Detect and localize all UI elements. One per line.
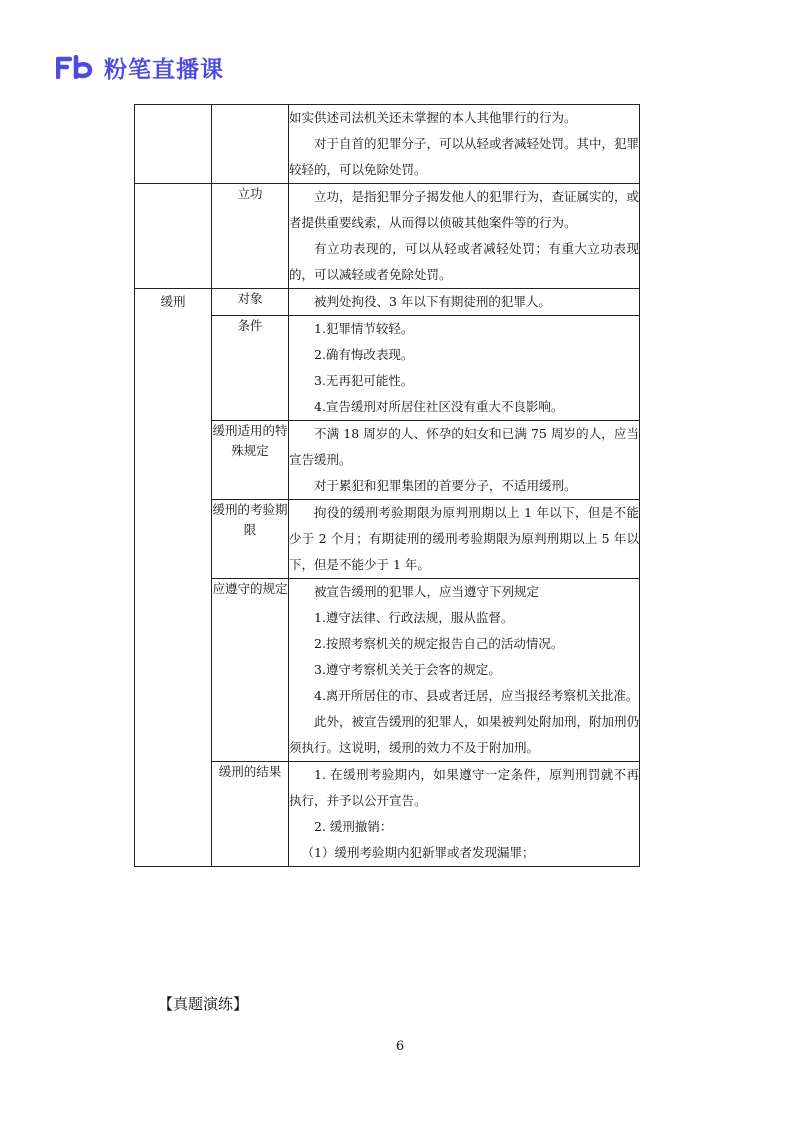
category-label: 缓刑 <box>135 289 212 867</box>
content-cell <box>289 316 640 421</box>
section-heading: 【真题演练】 <box>158 995 249 1013</box>
paragraph: 4.离开所居住的市、县或者迁居，应当报经考察机关批准。 <box>314 688 639 703</box>
fb-logo-icon <box>56 55 94 79</box>
paragraph: 如实供述司法机关还未掌握的本人其他罪行的行为。 <box>289 110 577 125</box>
content-cell <box>289 105 640 184</box>
paragraph: 被判处拘役、3 年以下有期徒刑的犯罪人。 <box>314 294 551 309</box>
table-row <box>135 289 640 316</box>
table-row <box>135 184 640 289</box>
paragraph: 不满 18 周岁的人、怀孕的妇女和已满 75 周岁的人，应当宣告缓刑。 <box>289 426 639 467</box>
paragraph: 4.宣告缓刑对所居住社区没有重大不良影响。 <box>314 399 564 414</box>
paragraph: 1.遵守法律、行政法规，服从监督。 <box>314 610 514 625</box>
paragraph: 有立功表现的，可以从轻或者减轻处罚；有重大立功表现的，可以减轻或者免除处罚。 <box>289 241 639 282</box>
paragraph: 此外，被宣告缓刑的犯罪人，如果被判处附加刑，附加刑仍须执行。这说明，缓刑的效力不及于附加刑。 <box>289 714 640 755</box>
content-cell <box>289 500 640 579</box>
paragraph: 对于累犯和犯罪集团的首要分子，不适用缓刑。 <box>314 478 577 493</box>
subcategory-label: 条件 <box>212 316 289 421</box>
paragraph: 立功，是指犯罪分子揭发他人的犯罪行为，查证属实的，或者提供重要线索，从而得以侦破其他案件等的行为。 <box>289 189 640 230</box>
subcategory-label: 缓刑的结果 <box>212 762 289 867</box>
table-row <box>135 105 640 184</box>
paragraph: 1.犯罪情节较轻。 <box>314 321 414 336</box>
content-cell <box>289 421 640 500</box>
paragraph: 2.确有悔改表现。 <box>314 347 414 362</box>
paragraph: 对于自首的犯罪分子，可以从轻或者减轻处罚。其中，犯罪较轻的，可以免除处罚。 <box>289 136 640 177</box>
content-cell <box>289 762 640 867</box>
page-number: 6 <box>395 1039 405 1054</box>
paragraph: 3.无再犯可能性。 <box>314 373 414 388</box>
category-cell <box>135 184 212 289</box>
brand-name: 粉笔直播课 <box>104 56 224 83</box>
paragraph: 被宣告缓刑的犯罪人，应当遵守下列规定 <box>314 584 540 599</box>
subcategory-label: 应遵守的规定 <box>212 579 289 762</box>
paragraph: 拘役的缓刑考验期限为原判刑期以上 1 年以下，但是不能少于 2 个月；有期徒刑的缓刑考验期限为原判刑期以上 5 年以下，但是不能少于 1 年。 <box>289 505 639 572</box>
category-cell <box>135 105 212 184</box>
paragraph: 2. 缓刑撤销： <box>314 819 393 834</box>
content-cell <box>289 184 640 289</box>
content-cell <box>289 289 640 316</box>
paragraph: 1. 在缓刑考验期内，如果遵守一定条件，原判刑罚就不再执行，并予以公开宣告。 <box>289 767 639 808</box>
law-table <box>134 104 640 867</box>
content-cell <box>289 579 640 762</box>
brand-logo <box>56 52 224 82</box>
subcategory-cell <box>212 105 289 184</box>
paragraph: 3.遵守考察机关关于会客的规定。 <box>314 662 501 677</box>
paragraph: （1）缓刑考验期内犯新罪或者发现漏罪； <box>301 845 535 860</box>
subcategory-label: 缓刑的考验期限 <box>212 500 289 579</box>
subcategory-label: 立功 <box>212 184 289 289</box>
paragraph: 2.按照考察机关的规定报告自己的活动情况。 <box>314 636 564 651</box>
subcategory-label: 对象 <box>212 289 289 316</box>
subcategory-label: 缓刑适用的特殊规定 <box>212 421 289 500</box>
